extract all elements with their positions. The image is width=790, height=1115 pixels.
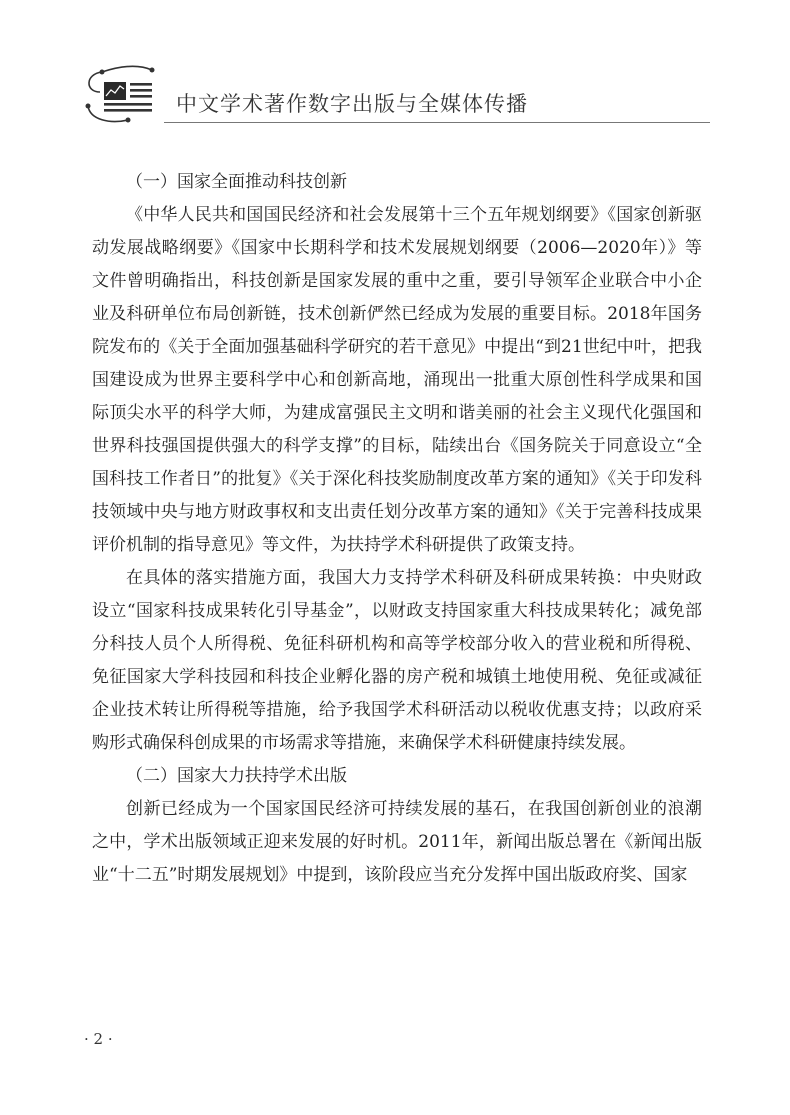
body-paragraph: 在具体的落实措施方面，我国大力支持学术科研及科研成果转换：中央财政设立“国家科技成果转化引导基金”，以财政支持国家重大科技成果转化；减免部分科技人员个人所得税、免征科研机构和高等学校部分收入的营业税和所得税、免征国家大学科技园和科技企业孵化器的房产税和城镇土地使用税、免征或减征企业技术转让所得税等措施，给予我国学术科研活动以税收优惠支持；以政府采购形式确保科创成果的市场需求等措施，来确保学术科研健康持续发展。 <box>92 568 702 753</box>
body-paragraph: 《中华人民共和国国民经济和社会发展第十三个五年规划纲要》《国家创新驱动发展战略纲要》《国家中长期科学和技术发展规划纲要（2006—2020年）》等文件曾明确指出，科技创新是国家发展的重中之重，要引导领军企业联合中小企业及科研单位布局创新链，技术创新俨然已经成为发展的重要目标。2018年国务院发布的《关于全面加强基础科学研究的若干意见》中提出“到21世纪中叶，把我国建设成为世界主要科学中心和创新高地，涌现出一批重大原创性科学成果和国际顶尖水平的科学大师，为建成富强民主文明和谐美丽的社会主义现代化强国和世界科技强国提供强大的科学支撑”的目标，陆续出台《国务院关于同意设立“全国科技工作者日”的批复》《关于深化科技奖励制度改革方案的通知》《关于印发科技领域中央与地方财政事权和支出责任划分改革方案的通知》《关于完善科技成果评价机制的指导意见》等文件，为扶持学术科研提供了政策支持。 <box>92 205 702 555</box>
page-header <box>80 62 710 132</box>
running-title: 中文学术著作数字出版与全媒体传播 <box>176 92 528 116</box>
section-heading: （二）国家大力扶持学术出版 <box>126 766 347 786</box>
news-logo-icon <box>80 62 170 128</box>
header-rule <box>164 122 710 123</box>
body-paragraph: 创新已经成为一个国家国民经济可持续发展的基石，在我国创新创业的浪潮之中，学术出版领域正迎来发展的好时机。2011年，新闻出版总署在《新闻出版业“十二五”时期发展规划》中提到，该阶段应当充分发挥中国出版政府奖、国家 <box>92 799 702 885</box>
main-content <box>92 166 702 892</box>
page-number: · 2 · <box>84 1030 113 1048</box>
section-heading: （一）国家全面推动科技创新 <box>126 172 347 192</box>
